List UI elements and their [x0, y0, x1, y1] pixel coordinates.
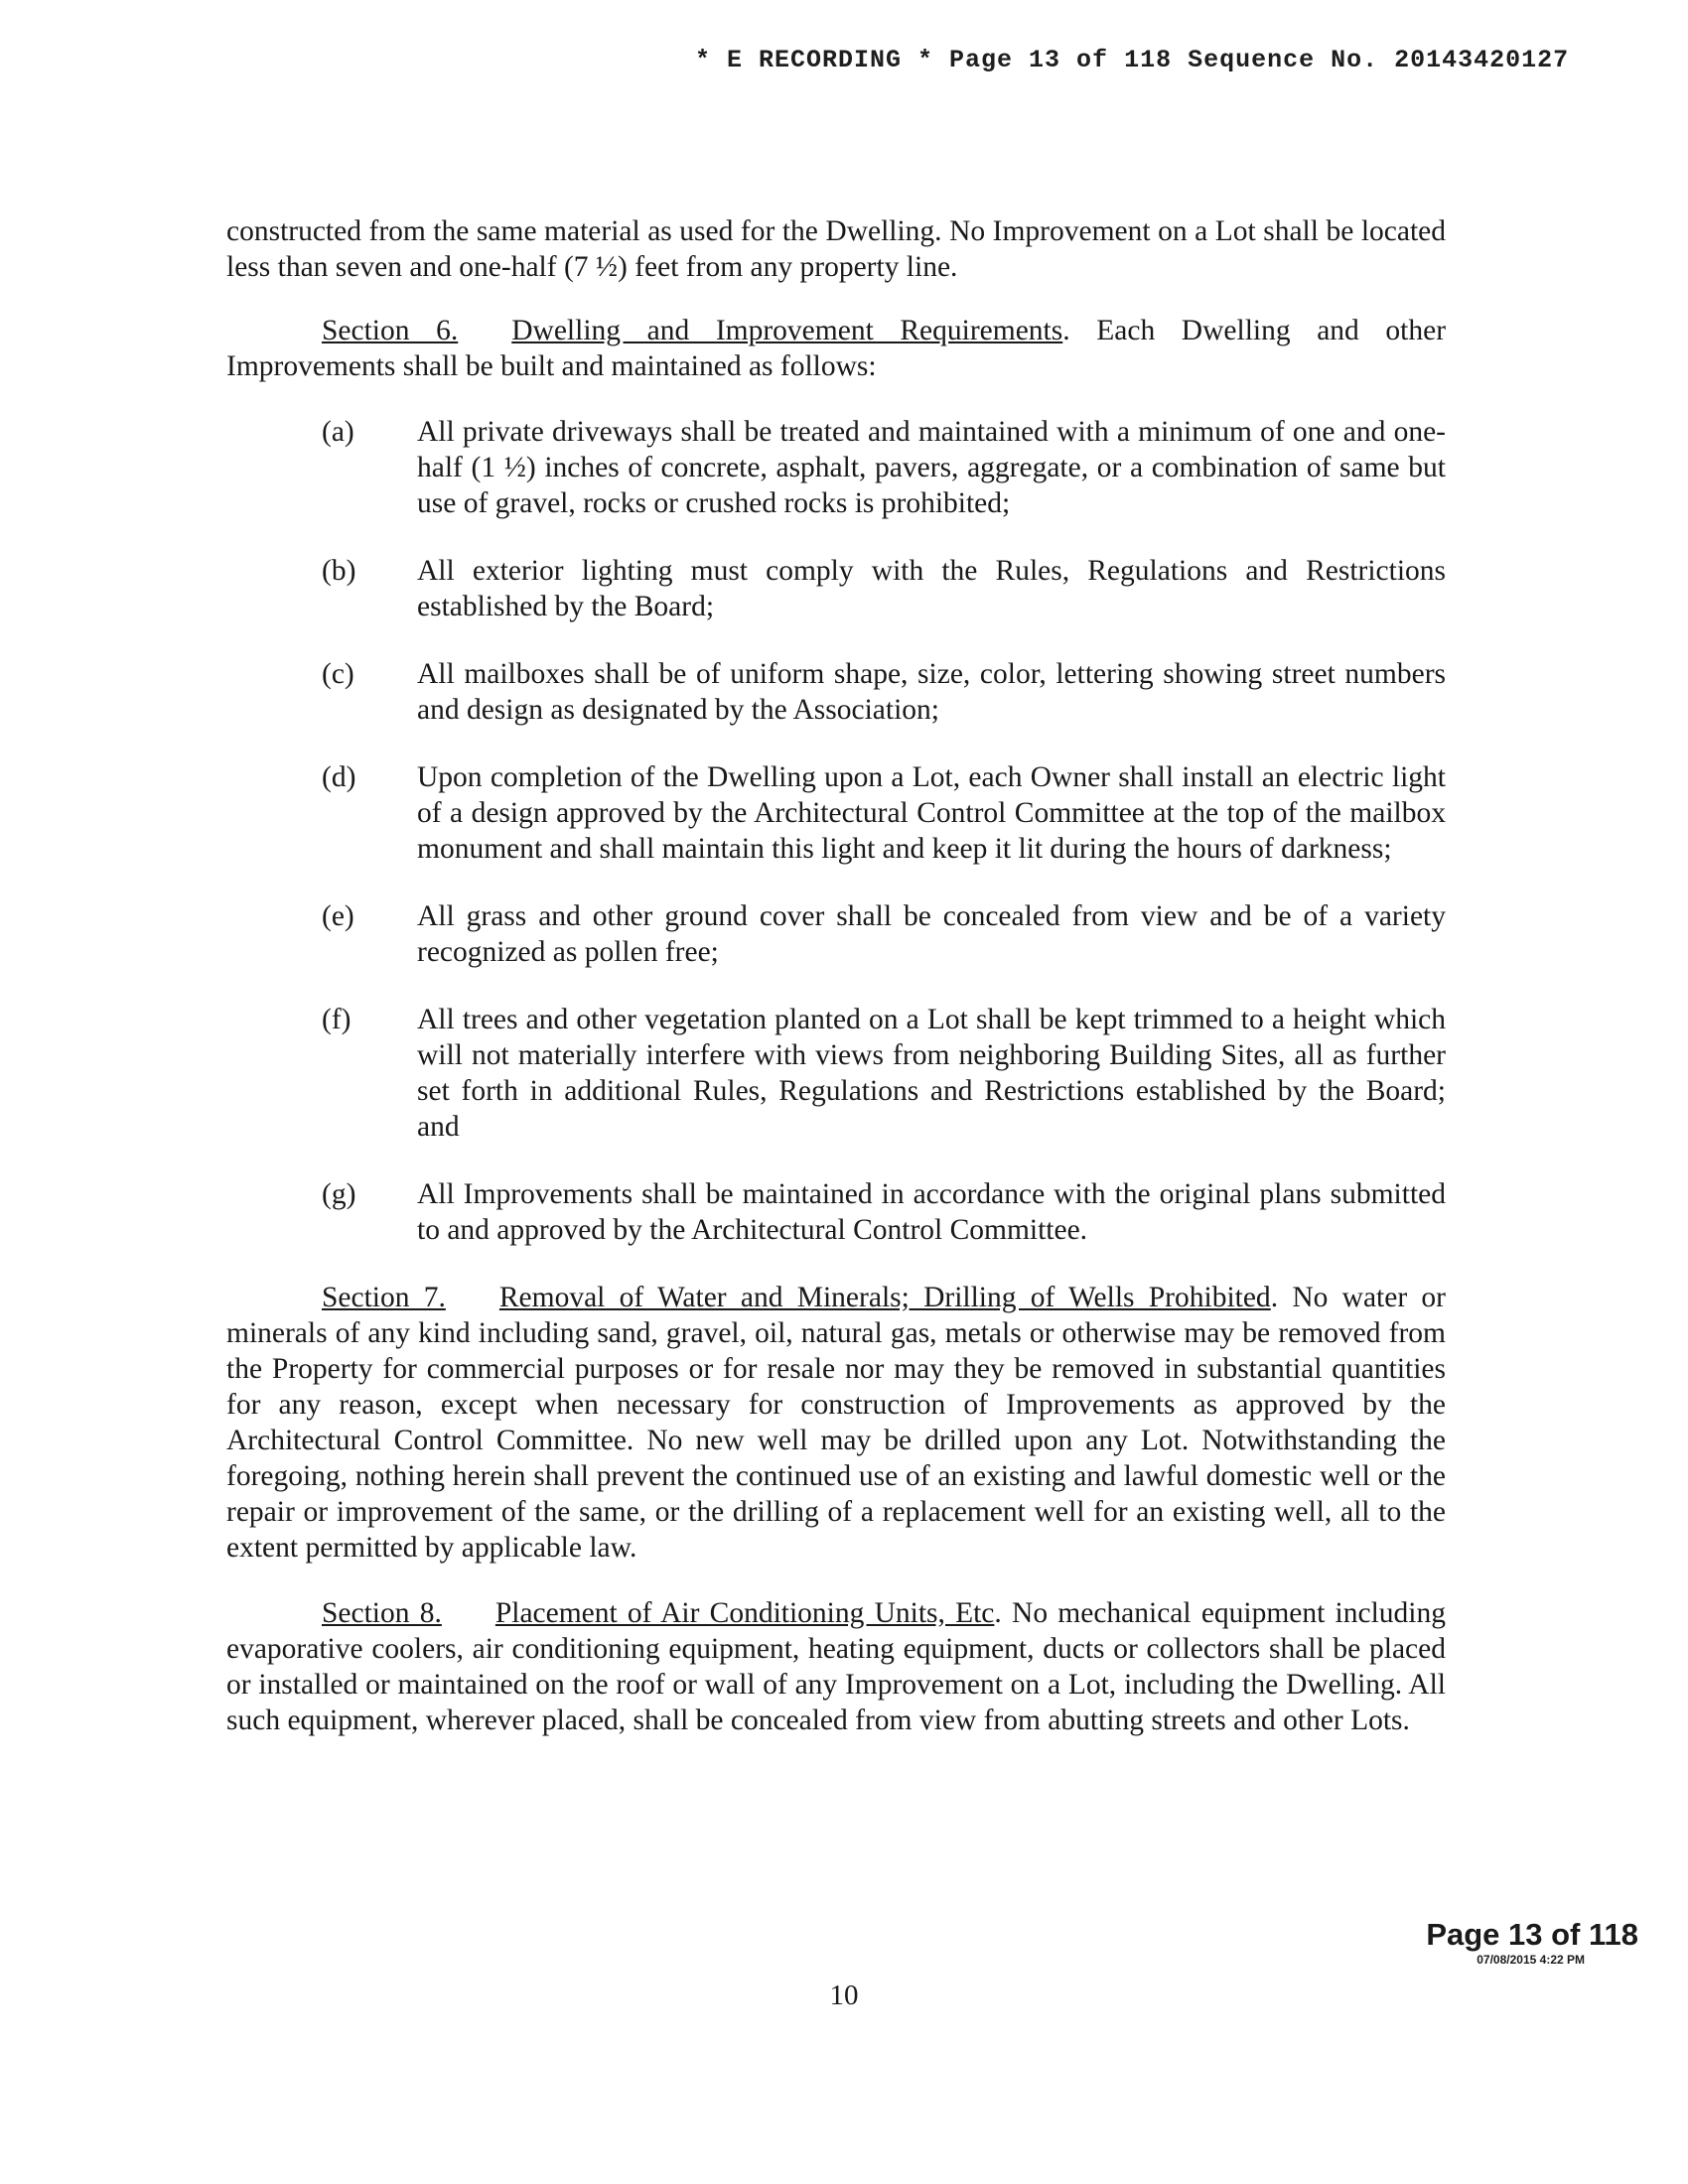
- item-text: All private driveways shall be treated and maintained with a minimum of one and one-half (1 ½) inches of concrete, asphalt, pavers, aggregate, or a combination of same but use of gravel, rocks or crushed rocks is prohibited;: [417, 416, 1446, 519]
- item-label: (a): [322, 416, 354, 448]
- section-6-title: Dwelling and Improvement Requirements: [511, 315, 1063, 346]
- page-number: 10: [829, 1979, 859, 2011]
- item-text: All grass and other ground cover shall be concealed from view and be of a variety recognized as pollen free;: [417, 900, 1446, 968]
- section-6-text: Each Dwelling and other Improvements shall be built and maintained as follows:: [226, 315, 1447, 382]
- section-8-text: No mechanical equipment including evaporative coolers, air conditioning equipment, heating equipment, ducts or collectors shall be placed or installed or maintained on the roof or wall of any Improvement on a Lot, including the Dwelling. All such equipment, wherever placed, shall be concealed from view from abutting streets and other Lots.: [226, 1597, 1446, 1736]
- item-label: (f): [322, 1004, 352, 1035]
- intro-paragraph: constructed from the same material as used for the Dwelling. No Improvement on a Lot shall be located less than seven and one-half (7 ½) feet from any property line.: [226, 215, 1446, 283]
- item-text: All mailboxes shall be of uniform shape, size, color, lettering showing street numbers and design as designated by the Association;: [417, 658, 1446, 726]
- item-text: Upon completion of the Dwelling upon a Lot, each Owner shall install an electric light of a design approved by the Architectural Control Committee at the top of the mailbox monument and shall maintain this light and keep it lit during the hours of darkness;: [417, 761, 1446, 865]
- section-6-number: Section 6.: [322, 315, 459, 346]
- section-6-paragraph: Section 6. Dwelling and Improvement Requirements. Each Dwelling and other Improvements shall be built and maintained as follows:: [226, 315, 1447, 382]
- list-item: [226, 656, 1446, 728]
- page-stamp: [1420, 1918, 1638, 1968]
- item-label: (d): [322, 761, 356, 793]
- section-6-item-list: [226, 414, 1446, 1248]
- section-7-paragraph: Section 7. Removal of Water and Minerals; Drilling of Wells Prohibited. No water or minerals of any kind including sand, gravel, oil, natural gas, metals or otherwise may be removed from the Property for commercial purposes or for resale nor may they be removed in substantial quantities for any reason, except when necessary for construction of Improvements as approved by the Architectural Control Committee. No new well may be drilled upon any Lot. Notwithstanding the foregoing, nothing herein shall prevent the continued use of an existing and lawful domestic well or the repair or improvement of the same, or the drilling of a replacement well for an existing well, all to the extent permitted by applicable law.: [226, 1282, 1446, 1564]
- item-text: All Improvements shall be maintained in accordance with the original plans submitted to and approved by the Architectural Control Committee.: [417, 1178, 1446, 1246]
- item-text: All trees and other vegetation planted on a Lot shall be kept trimmed to a height which will not materially interfere with views from neighboring Building Sites, all as further set forth in additional Rules, Regulations and Restrictions established by the Board; and: [417, 1004, 1446, 1143]
- section-8-paragraph: Section 8. Placement of Air Conditioning Units, Etc. No mechanical equipment including evaporative coolers, air conditioning equipment, heating equipment, ducts or collectors shall be placed or installed or maintained on the roof or wall of any Improvement on a Lot, including the Dwelling. All such equipment, wherever placed, shall be concealed from view from abutting streets and other Lots.: [226, 1597, 1446, 1736]
- list-item: [226, 414, 1446, 521]
- stamp-page-label: Page 13 of 118: [1426, 1917, 1638, 1952]
- recording-header: * E RECORDING * Page 13 of 118 Sequence No. 20143420127: [695, 46, 1570, 74]
- list-item: [226, 1002, 1446, 1145]
- list-item: [226, 1176, 1446, 1248]
- item-label: (e): [322, 900, 354, 932]
- item-text: All exterior lighting must comply with the Rules, Regulations and Restrictions established by the Board;: [417, 555, 1446, 622]
- item-label: (c): [322, 658, 354, 690]
- list-item: [226, 759, 1446, 867]
- item-label: (g): [322, 1178, 356, 1210]
- list-item: [226, 553, 1446, 624]
- stamp-datetime: 07/08/2015 4:22 PM: [1477, 1953, 1585, 1967]
- document-body: [226, 213, 1446, 1768]
- section-8-number: Section 8.: [322, 1597, 442, 1629]
- section-7-number: Section 7.: [322, 1282, 446, 1313]
- section-7-text: No water or minerals of any kind including sand, gravel, oil, natural gas, metals or otherwise may be removed from the Property for commercial purposes or for resale nor may they be removed in substantial quantities for any reason, except when necessary for construction of Improvements as approved by the Architectural Control Committee. No new well may be drilled upon any Lot. Notwithstanding the foregoing, nothing herein shall prevent the continued use of an existing and lawful domestic well or the repair or improvement of the same, or the drilling of a replacement well for an existing well, all to the extent permitted by applicable law.: [226, 1282, 1446, 1564]
- section-7-title: Removal of Water and Minerals; Drilling of Wells Prohibited: [498, 1282, 1271, 1313]
- item-label: (b): [322, 555, 356, 587]
- section-8-title: Placement of Air Conditioning Units, Etc: [494, 1597, 995, 1629]
- list-item: [226, 898, 1446, 970]
